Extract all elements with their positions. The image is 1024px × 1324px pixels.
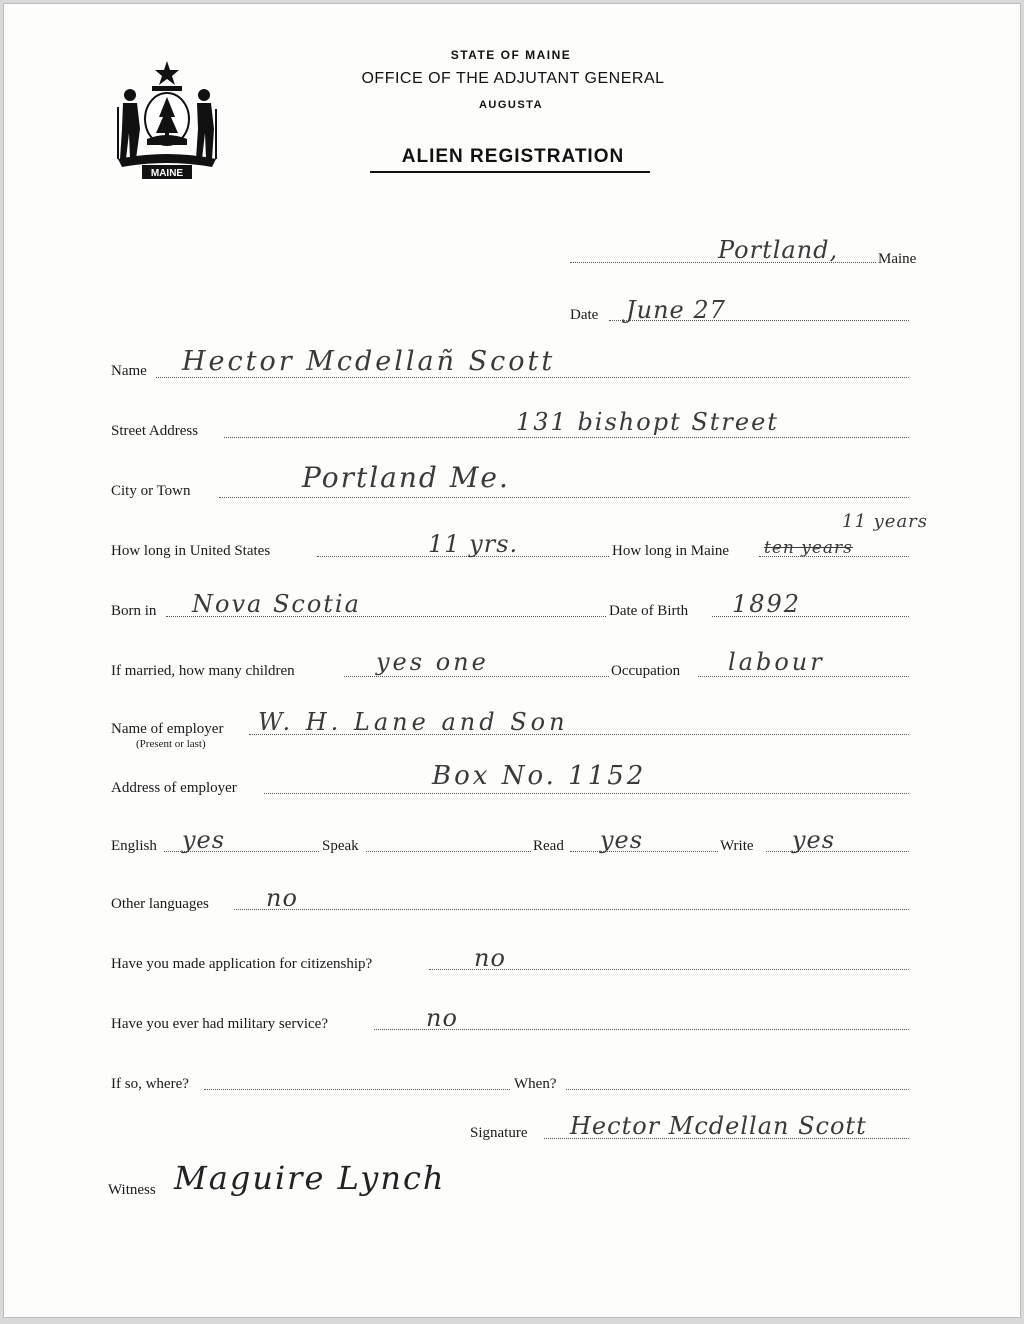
speak-label: Speak — [322, 838, 359, 854]
read-line — [570, 851, 718, 852]
english-entry: yes — [182, 826, 226, 854]
occupation-line — [698, 676, 909, 677]
title-underline — [370, 171, 650, 173]
born-in-label: Born in — [111, 603, 157, 619]
signature-label: Signature — [470, 1125, 528, 1141]
how-long-maine-label: How long in Maine — [612, 543, 730, 559]
maine-label: Maine — [878, 251, 917, 267]
occupation-label: Occupation — [611, 663, 681, 679]
employer-note: (Present or last) — [136, 738, 206, 750]
when-label: When? — [514, 1076, 557, 1092]
how-long-maine-entry: 11 years — [842, 511, 929, 532]
military-entry: no — [426, 1004, 458, 1032]
street-entry: 131 bishopt Street — [516, 408, 779, 436]
how-long-us-label: How long in United States — [111, 543, 271, 559]
where-label: If so, where? — [111, 1076, 189, 1092]
city-heading: AUGUSTA — [478, 99, 544, 111]
military-label: Have you ever had military service? — [111, 1016, 328, 1032]
seal-text: MAINE — [150, 168, 184, 179]
city-label: City or Town — [111, 483, 191, 499]
read-entry: yes — [600, 826, 644, 854]
read-label: Read — [533, 838, 564, 854]
write-label: Write — [720, 838, 754, 854]
office-heading: OFFICE OF THE ADJUTANT GENERAL — [361, 70, 665, 87]
form-title: ALIEN REGISTRATION — [401, 146, 625, 167]
where-line — [204, 1089, 510, 1090]
born-in-entry: Nova Scotia — [192, 590, 361, 618]
write-entry: yes — [792, 826, 836, 854]
employer-address-line — [264, 793, 909, 794]
employer-address-label: Address of employer — [111, 780, 237, 796]
signature-entry: Hector Mcdellan Scott — [570, 1112, 867, 1140]
witness-entry: Maguire Lynch — [174, 1159, 446, 1197]
citizenship-entry: no — [474, 944, 506, 972]
name-entry: Hector Mcdellañ Scott — [182, 346, 556, 377]
name-label: Name — [111, 363, 147, 379]
city-line — [219, 497, 909, 498]
married-entry: yes one — [376, 648, 489, 676]
speak-line — [366, 851, 531, 852]
how-long-us-entry: 11 yrs. — [428, 530, 519, 558]
registration-form — [3, 3, 1021, 1318]
english-label: English — [111, 838, 157, 854]
employer-address-entry: Box No. 1152 — [432, 761, 647, 791]
other-languages-label: Other languages — [111, 896, 209, 912]
name-line — [156, 377, 909, 378]
how-long-maine-struck-entry: ten years — [764, 538, 853, 558]
place-entry: Portland, — [718, 236, 839, 264]
date-of-birth-label: Date of Birth — [609, 603, 689, 619]
city-entry: Portland Me. — [302, 461, 510, 494]
date-of-birth-entry: 1892 — [732, 590, 802, 618]
date-entry: June 27 — [626, 296, 726, 324]
street-line — [224, 437, 909, 438]
other-languages-line — [234, 909, 909, 910]
employer-label: Name of employer — [111, 721, 224, 737]
write-line — [766, 851, 909, 852]
state-heading: STATE OF MAINE — [450, 48, 572, 62]
street-label: Street Address — [111, 423, 199, 439]
witness-label: Witness — [108, 1182, 156, 1198]
other-languages-entry: no — [266, 884, 298, 912]
employer-entry: W. H. Lane and Son — [258, 708, 569, 736]
occupation-entry: labour — [728, 648, 825, 676]
date-label: Date — [570, 307, 599, 323]
married-line — [344, 676, 609, 677]
when-line — [566, 1089, 909, 1090]
married-label: If married, how many children — [111, 663, 295, 679]
citizenship-label: Have you made application for citizenship? — [111, 956, 373, 972]
